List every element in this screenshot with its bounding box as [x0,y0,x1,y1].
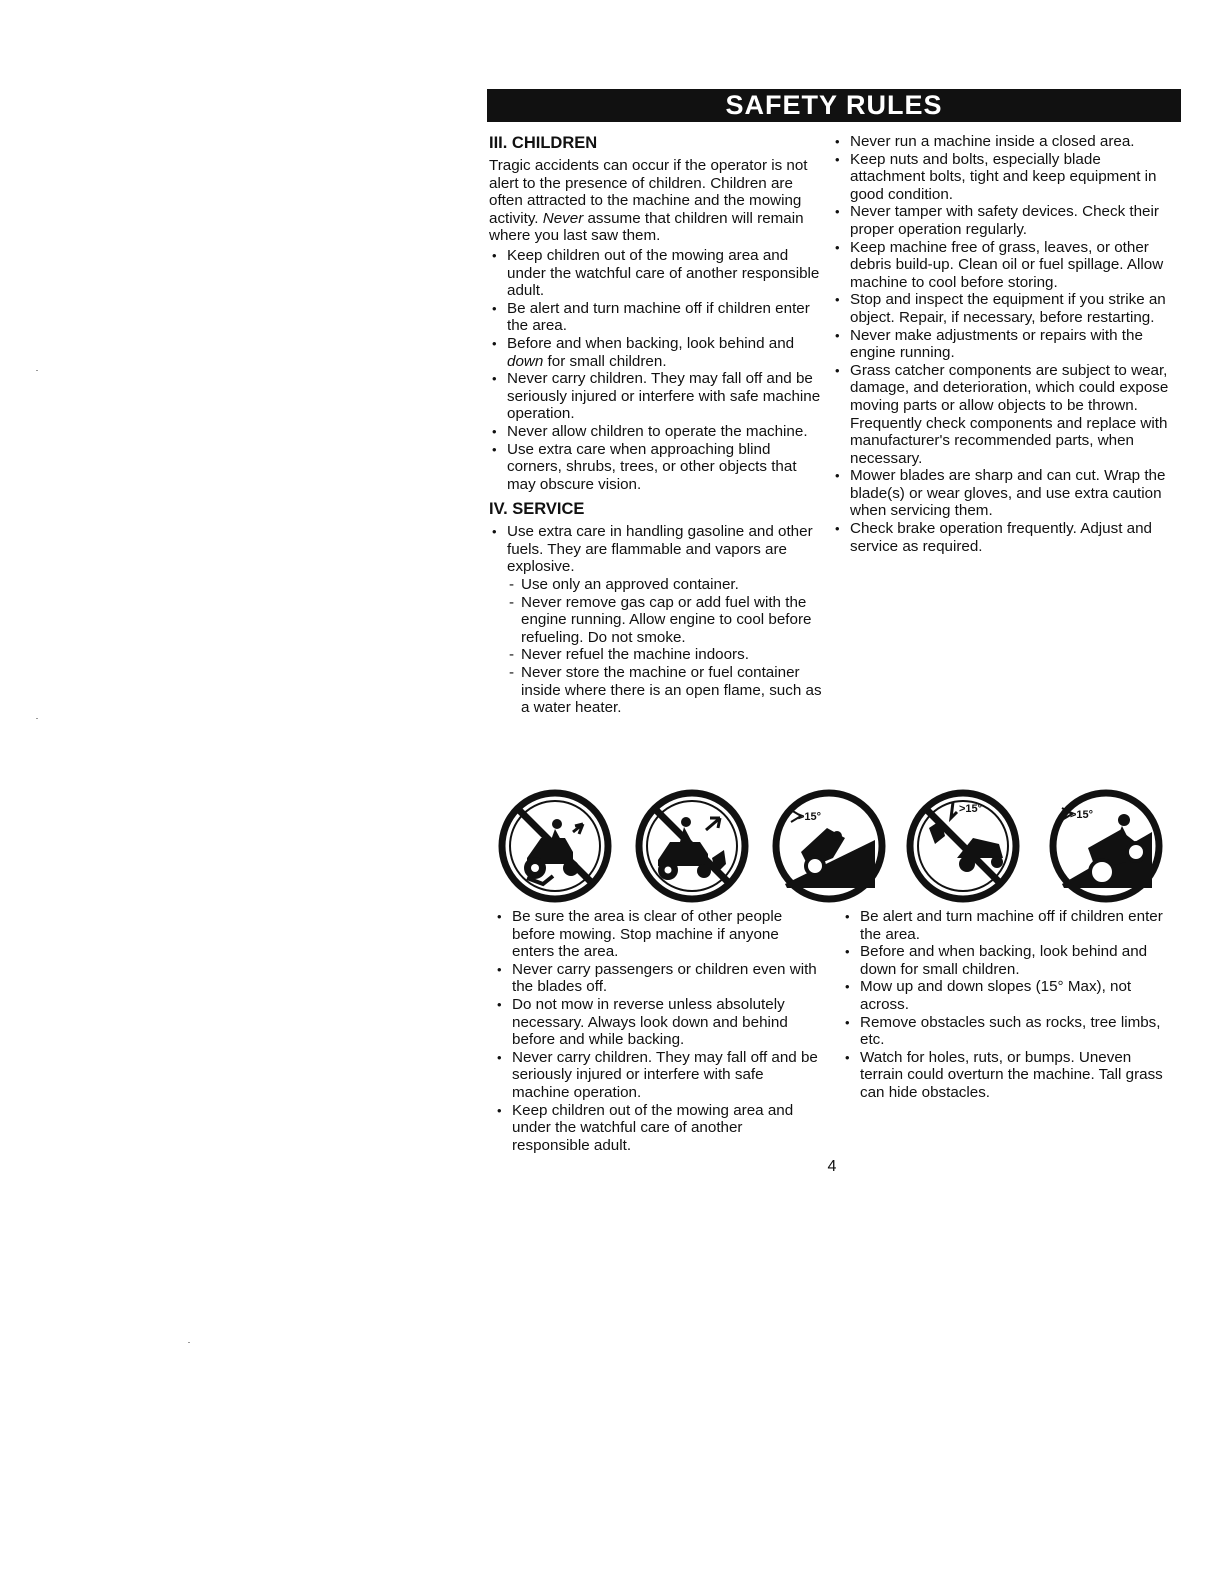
no-slope-over-15-icon [905,788,1021,904]
list-item: • Keep children out of the mowing area and under the watchful care of another responsible adult. [489,247,825,300]
list-item: • Never run a machine inside a closed area. [832,133,1172,151]
right-column [832,133,1172,555]
children-bullet-list [489,247,825,493]
list-item [489,335,825,370]
list-item: • Check brake operation frequently. Adjust and service as required. [832,520,1172,555]
list-item: • Be alert and turn machine off if children enter the area. [489,300,825,335]
list-item: • Do not mow in reverse unless absolutely necessary. Always look down and behind before and while backing. [494,996,824,1049]
service-heading: IV. SERVICE [489,500,585,519]
intro-emphasis: Never [542,209,584,227]
sub-list-item: - Never remove gas cap or add fuel with the engine running. Allow engine to cool before refueling. Do not smoke. [507,594,825,647]
banner-title: SAFETY RULES [725,90,943,120]
list-item: • Keep machine free of grass, leaves, or other debris build-up. Clean oil or fuel spillage. Allow machine to cool before storing. [832,239,1172,292]
list-item: • Keep nuts and bolts, especially blade attachment bolts, tight and keep equipment in good condition. [832,151,1172,204]
list-item: • Be sure the area is clear of other people before mowing. Stop machine if anyone enters the area. [494,908,824,961]
scan-speck [188,1342,190,1343]
list-item: • Keep children out of the mowing area and under the watchful care of another responsible adult. [494,1102,824,1155]
slope-angle-label-2: >15° [959,803,983,815]
service-sub-list [507,576,825,717]
list-item: • Be alert and turn machine off if children enter the area. [842,908,1172,943]
list-item: • Never carry children. They may fall off and be seriously injured or interfere with safe machine operation. [494,1049,824,1102]
list-item: • Mow up and down slopes (15° Max), not across. [842,978,1172,1013]
sub-list-item: - Never refuel the machine indoors. [507,646,825,664]
sub-list-item: - Use only an approved container. [507,576,825,594]
list-item: • Never allow children to operate the machine. [489,423,825,441]
children-intro [489,157,825,245]
list-item: • Never make adjustments or repairs with the engine running. [832,327,1172,362]
list-item: • Mower blades are sharp and can cut. Wrap the blade(s) or wear gloves, and use extra caution when servicing them. [832,467,1172,520]
list-item: • Never carry passengers or children even with the blades off. [494,961,824,996]
slope-angle-label-3: >15° [1070,809,1094,821]
safety-rules-banner [487,89,1181,122]
service-bullet-list [489,523,825,717]
page-number: 4 [827,1158,837,1175]
list-item: • Remove obstacles such as rocks, tree limbs, etc. [842,1014,1172,1049]
no-children-near-mower-icon [497,788,613,904]
list-item: • Never carry children. They may fall off and be seriously injured or interfere with safe machine operation. [489,370,825,423]
scan-speck [36,718,38,719]
slope-angle-label: >15° [798,811,822,823]
backing-emphasis: down [507,352,544,370]
list-item: • Stop and inspect the equipment if you strike an object. Repair, if necessary, before restarting. [832,291,1172,326]
backing-text-end: for small children. [543,352,667,370]
bottom-right-list [842,908,1172,1102]
intro-text-end: assume that children will remain where you last saw them. [489,209,804,245]
safety-icon-row [495,788,1175,906]
children-heading: III. CHILDREN [489,134,598,152]
left-column [489,133,825,717]
slope-15-degree-icon [771,788,887,904]
scan-speck [36,370,38,371]
list-item: • Watch for holes, ruts, or bumps. Uneven terrain could overturn the machine. Tall grass can hide obstacles. [842,1049,1172,1102]
service-bullet-text: Use extra care in handling gasoline and other fuels. They are flammable and vapors are explosive. [507,523,813,576]
list-item: • Before and when backing, look behind and down for small children. [842,943,1172,978]
bottom-left-column [494,908,824,1154]
bottom-right-column [842,908,1172,1102]
service-continued-list [832,133,1172,555]
list-item [489,523,825,717]
intro-text: Tragic accidents can occur if the operator is not alert to the presence of children. Children are often attracted to the machine and the mowing activity. [489,157,808,227]
backing-text: Before and when backing, look behind and [507,334,795,352]
sub-list-item: - Never store the machine or fuel container inside where there is an open flame, such as a water heater. [507,664,825,717]
no-passengers-icon [634,788,750,904]
list-item: • Use extra care when approaching blind corners, shrubs, trees, or other objects that may obscure vision. [489,441,825,494]
bottom-left-list [494,908,824,1154]
list-item: • Grass catcher components are subject to wear, damage, and deterioration, which could expose moving parts or allow objects to be thrown. Frequently check components and replace with manufacturer's recommended parts, when necessary. [832,362,1172,468]
list-item: • Never tamper with safety devices. Check their proper operation regularly. [832,203,1172,238]
tractor-tipping-slope-icon [1048,788,1164,904]
